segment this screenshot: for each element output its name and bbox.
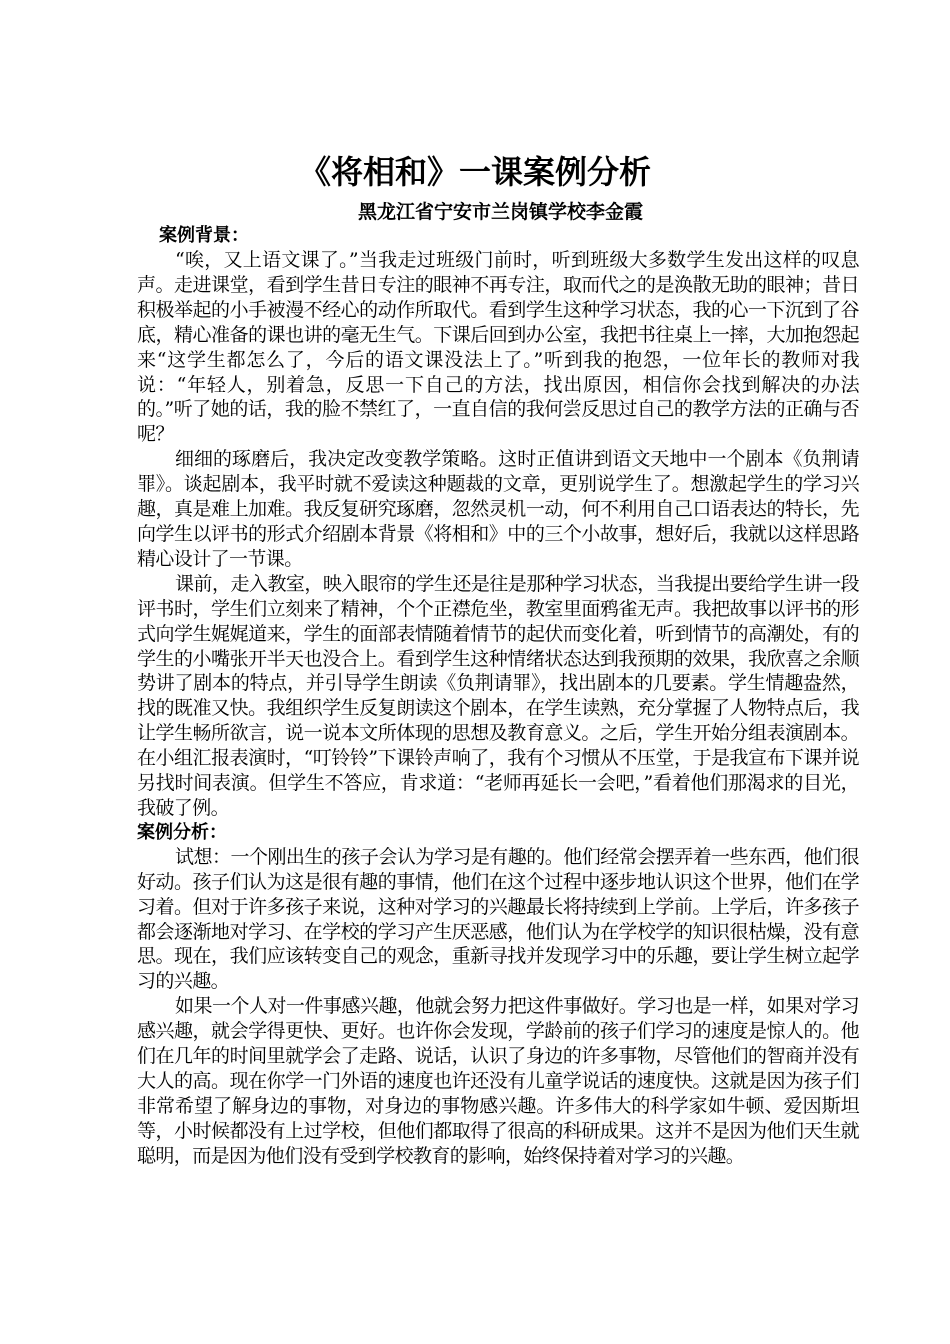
document-title: 《将相和》一课案例分析	[298, 153, 651, 191]
paragraph: 细细的琢磨后，我决定改变教学策略。这时正值讲到语文天地中一个剧本《负荆请罪》。谈起剧本，我平时就不爱读这种题裁的文章，更别说学生了。想激起学生的学习兴趣，真是难上加难。我反复研究琢磨，忽然灵机一动，何不利用自己口语表达的特长，先向学生以评书的形式介绍剧本背景《将相和》中的三个小故事，想好后，我就以这样思路精心设计了一节课。	[137, 448, 859, 570]
author-line: 黑龙江省宁安市兰岗镇学校李金霞	[358, 201, 644, 223]
section-heading-analysis: 案例分析：	[137, 821, 227, 843]
paragraph: 试想：一个刚出生的孩子会认为学习是有趣的。他们经常会摆弄着一些东西，他们很好动。孩子们认为这是很有趣的事情，他们在这个过程中逐步地认识这个世界，他们在学习着。但对于许多孩子来说，这种对学习的兴趣最长将持续到上学前。上学后，许多孩子都会逐渐地对学习、在学校的学习产生厌恶感，他们认为在学校学的知识很枯燥，没有意思。现在，我们应该转变自己的观念，重新寻找并发现学习中的乐趣，要让学生树立起学习的兴趣。	[137, 845, 859, 993]
document-body	[137, 224, 859, 1169]
paragraph: 如果一个人对一件事感兴趣，他就会努力把这件事做好。学习也是一样，如果对学习感兴趣，就会学得更快、更好。也许你会发现，学龄前的孩子们学习的速度是惊人的。他们在几年的时间里就学会了走路、说话，认识了身边的许多事物，尽管他们的智商并没有大人的高。现在你学一门外语的速度也许还没有儿童学说话的速度快。这就是因为孩子们非常希望了解身边的事物，对身边的事物感兴趣。许多伟大的科学家如牛顿、爱因斯坦等，小时候都没有上过学校，但他们都取得了很高的科研成果。这并不是因为他们天生就聪明，而是因为他们没有受到学校教育的影响，始终保持着对学习的兴趣。	[137, 995, 859, 1167]
paragraph: “唉，又上语文课了。”当我走过班级门前时，听到班级大多数学生发出这样的叹息声。走进课堂，看到学生昔日专注的眼神不再专注，取而代之的是涣散无助的眼神；昔日积极举起的小手被漫不经心的动作所取代。看到学生这种学习状态，我的心一下沉到了谷底，精心准备的课也讲的毫无生气。下课后回到办公室，我把书往桌上一摔，大加抱怨起来“这学生都怎么了，今后的语文课没法上了。”听到我的抱怨，一位年长的教师对我说：“年轻人，别着急，反思一下自己的方法，找出原因，相信你会找到解决的办法的。”听了她的话，我的脸不禁红了，一直自信的我何尝反思过自己的教学方法的正确与否呢？	[137, 249, 859, 446]
section-heading-background: 案例背景：	[159, 225, 249, 246]
paragraph: 课前，走入教室，映入眼帘的学生还是往是那种学习状态，当我提出要给学生讲一段评书时，学生们立刻来了精神，个个正襟危坐，教室里面鸦雀无声。我把故事以评书的形式向学生娓娓道来，学生的面部表情随着情节的起伏而变化着，听到情节的高潮处，有的学生的小嘴张开半天也没合上。看到学生这种情绪状态达到我预期的效果，我欣喜之余顺势讲了剧本的特点，并引导学生朗读《负荆请罪》，找出剧本的几要素。学生情趣盎然，找的既准又快。我组织学生反复朗读这个剧本，在学生读熟，充分掌握了人物特点后，我让学生畅所欲言，说一说本文所体现的思想及教育意义。之后，学生开始分组表演剧本。在小组汇报表演时，“叮铃铃”下课铃声响了，我有个习惯从不压堂，于是我宣布下课并说另找时间表演。但学生不答应，肯求道：“老师再延长一会吧，”看着他们那渴求的目光，我破了例。	[137, 572, 859, 819]
